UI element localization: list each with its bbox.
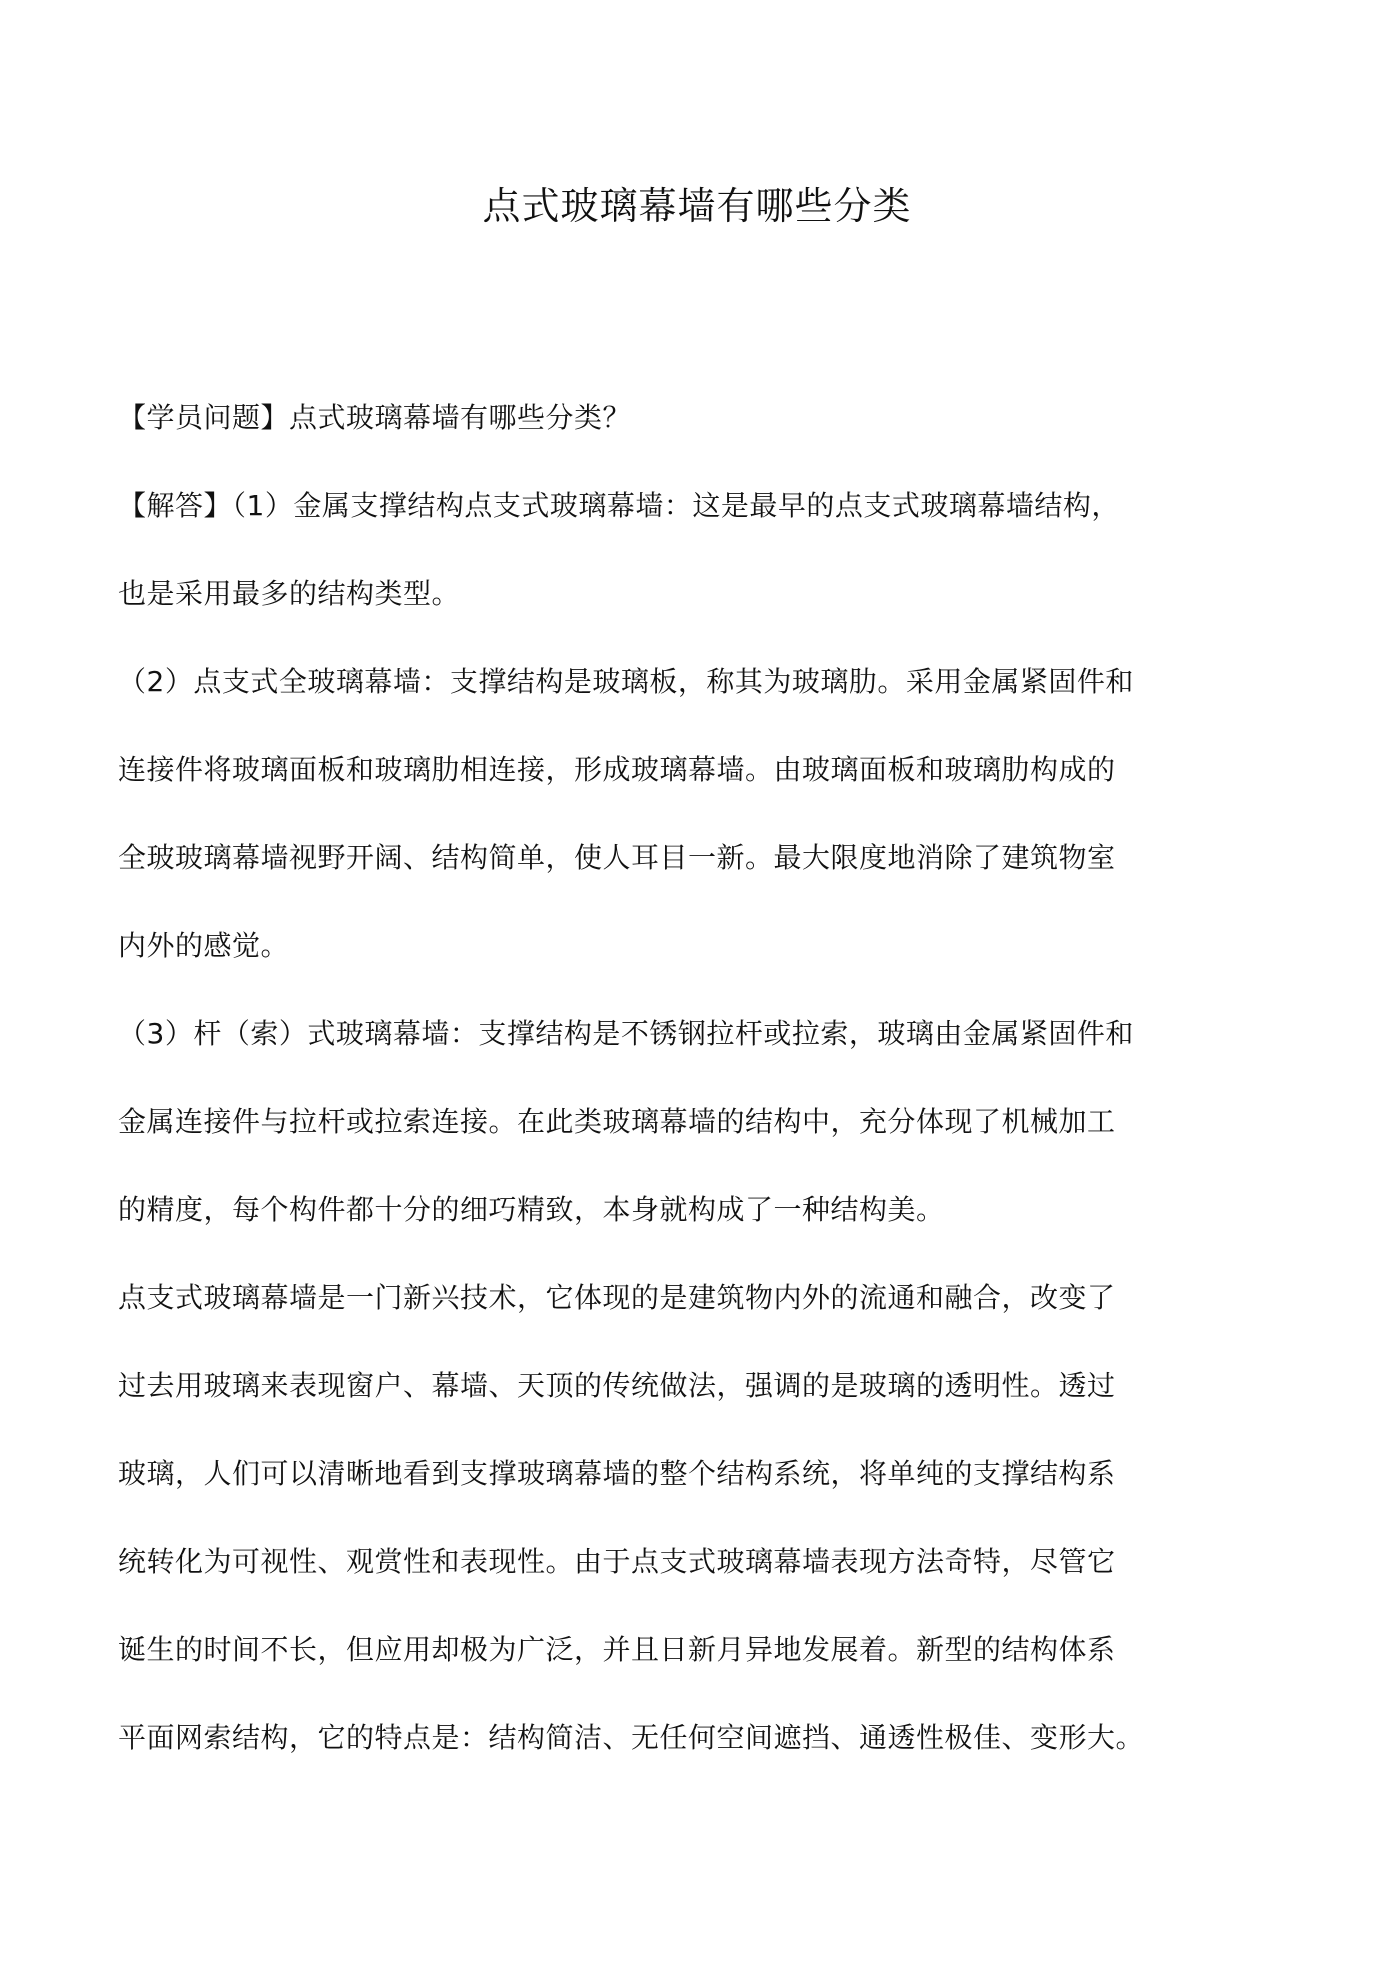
text-line: 内外的感觉。 [118,929,290,962]
text-line: （2）点支式全玻璃幕墙：支撑结构是玻璃板，称其为玻璃肋。采用金属紧固件和 [118,665,1134,698]
text-line: 也是采用最多的结构类型。 [118,577,461,610]
text-line: 连接件将玻璃面板和玻璃肋相连接，形成玻璃幕墙。由玻璃面板和玻璃肋构成的 [118,753,1116,786]
text-line: 点支式玻璃幕墙是一门新兴技术，它体现的是建筑物内外的流通和融合，改变了 [118,1281,1116,1314]
text-line: 【解答】（1）金属支撑结构点支式玻璃幕墙：这是最早的点支式玻璃幕墙结构， [118,489,1120,522]
text-line: 过去用玻璃来表现窗户、幕墙、天顶的传统做法，强调的是玻璃的透明性。透过 [118,1369,1116,1402]
text-line: （3）杆（索）式玻璃幕墙：支撑结构是不锈钢拉杆或拉索，玻璃由金属紧固件和 [118,1017,1134,1050]
text-line: 诞生的时间不长，但应用却极为广泛，并且日新月异地发展着。新型的结构体系 [118,1633,1116,1666]
text-line: 统转化为可视性、观赏性和表现性。由于点支式玻璃幕墙表现方法奇特，尽管它 [118,1545,1116,1578]
document-body [118,389,1218,1797]
text-line: 金属连接件与拉杆或拉索连接。在此类玻璃幕墙的结构中，充分体现了机械加工 [118,1105,1116,1138]
text-line: 的精度，每个构件都十分的细巧精致，本身就构成了一种结构美。 [118,1193,945,1226]
text-line: 全玻玻璃幕墙视野开阔、结构简单，使人耳目一新。最大限度地消除了建筑物室 [118,841,1116,874]
text-line: 玻璃，人们可以清晰地看到支撑玻璃幕墙的整个结构系统，将单纯的支撑结构系 [118,1457,1116,1490]
document-title: 点式玻璃幕墙有哪些分类 [482,184,912,228]
text-line: 【学员问题】点式玻璃幕墙有哪些分类？ [118,401,632,434]
text-line: 平面网索结构，它的特点是：结构简洁、无任何空间遮挡、通透性极佳、变形大。 [118,1721,1145,1754]
